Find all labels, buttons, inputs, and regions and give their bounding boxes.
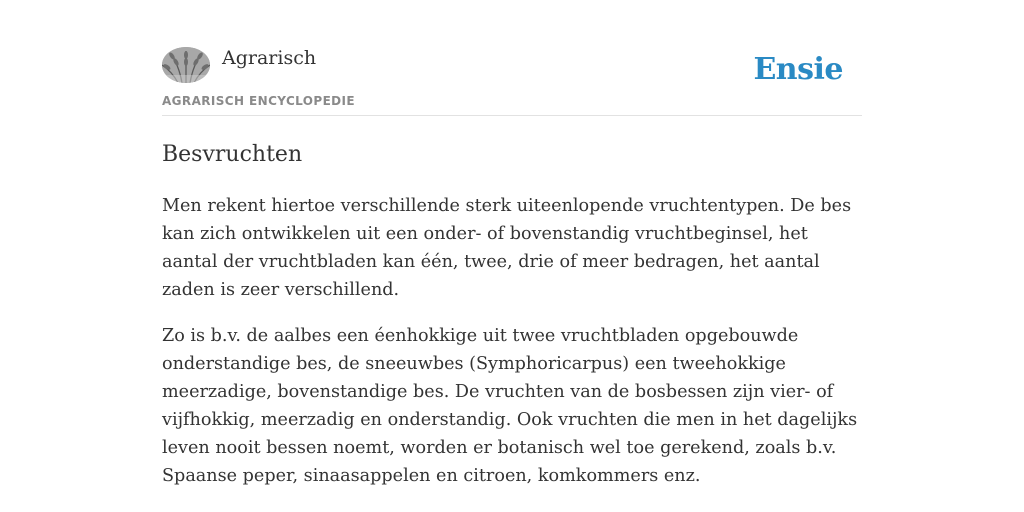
page bbox=[162, 0, 862, 486]
source-name[interactable]: Agrarisch bbox=[222, 47, 317, 69]
brand-logo[interactable]: Ensie bbox=[753, 52, 843, 87]
wheat-icon[interactable] bbox=[162, 47, 210, 83]
page-title: Besvruchten bbox=[162, 142, 303, 167]
article-body bbox=[162, 192, 866, 508]
paragraph: Men rekent hiertoe verschillende sterk uiteenlopende vruchtentypen. De bes kan zich ontwikkelen uit een onder- of bovenstandig vruchtbeginsel, het aantal der vruchtbladen kan één, twee, drie of meer bedragen, het aantal zaden is zeer verschillend. bbox=[162, 196, 852, 300]
source-subtitle[interactable]: AGRARISCH ENCYCLOPEDIE bbox=[162, 94, 355, 108]
header bbox=[162, 0, 862, 116]
paragraph: Zo is b.v. de aalbes een éenhokkige uit twee vruchtbladen opgebouwde onderstandige bes, de sneeuwbes (Symphoricarpus) een tweehokkige meerzadige, bovenstandige bes. De vruchten van de bosbessen zijn vier- of vijfhokkig, meerzadig en onderstandig. Ook vruchten die men in het dagelijks leven nooit bessen noemt, worden er botanisch wel toe gerekend, zoals b.v. Spaanse peper, sinaasappelen en citroen, komkommers enz. bbox=[162, 326, 858, 486]
